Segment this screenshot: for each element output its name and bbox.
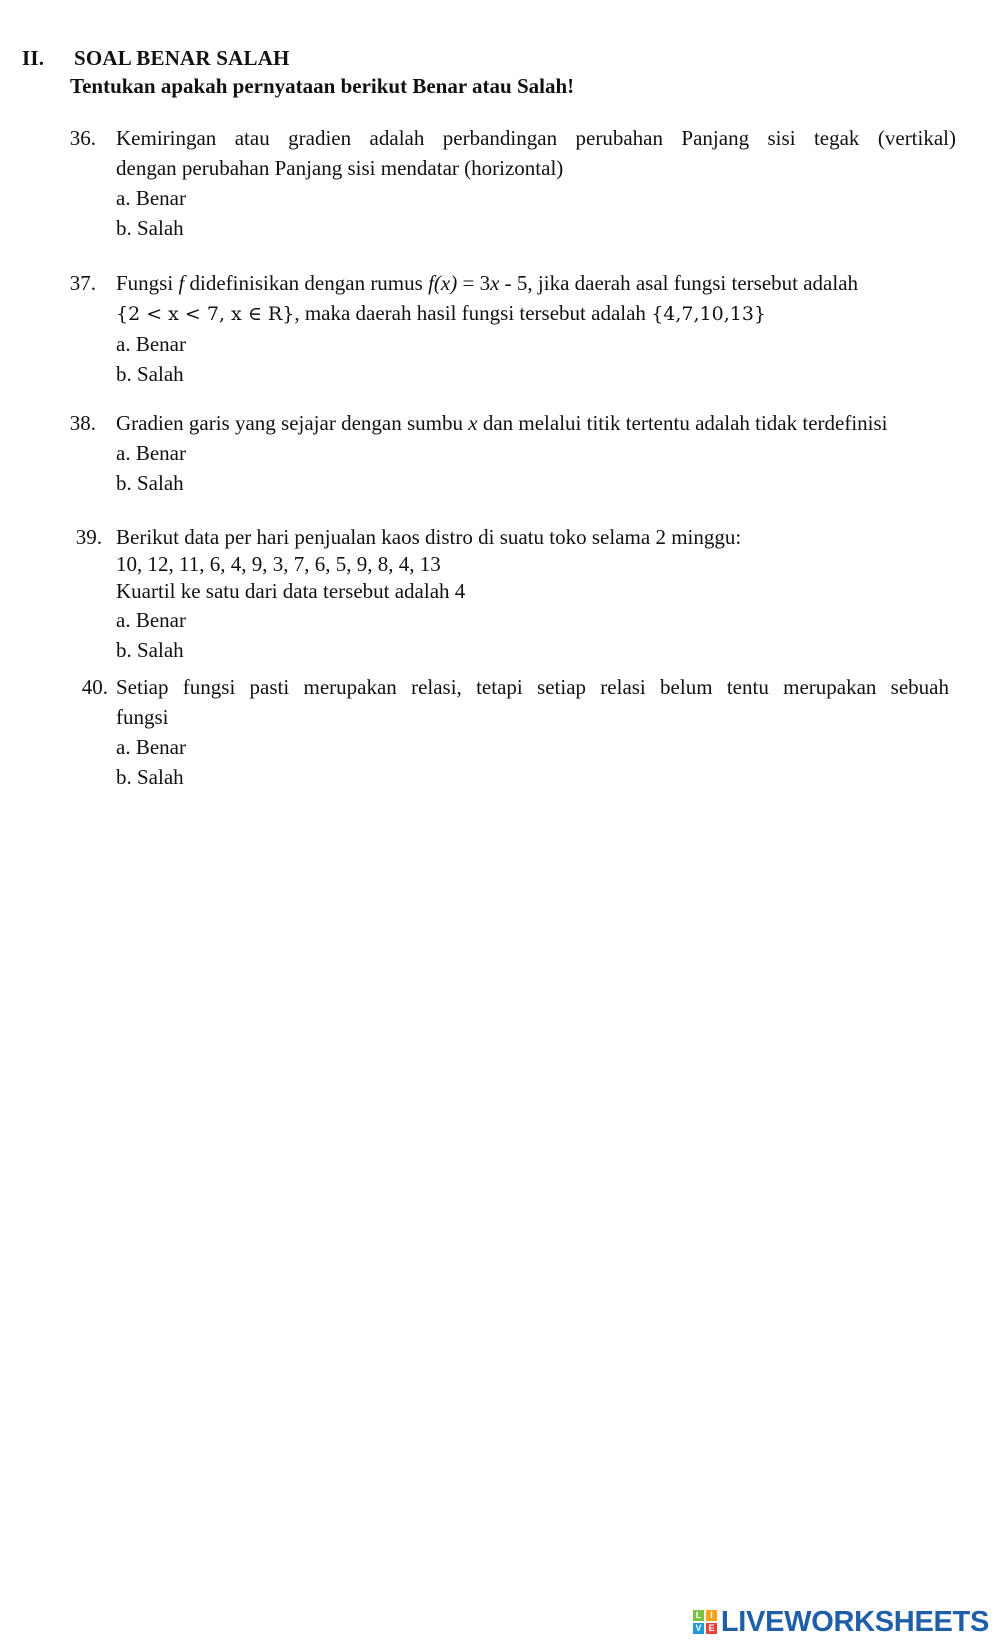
- text-span: didefinisikan dengan rumus: [184, 271, 429, 295]
- function-expression: f(x): [428, 271, 458, 295]
- logo-grid-icon: [693, 1610, 717, 1634]
- option-benar[interactable]: [116, 183, 956, 213]
- question-statement-line: Kemiringan atau gradien adalah perbandingan perubahan Panjang sisi tegak (vertikal): [116, 126, 956, 150]
- logo-mark-letter: I: [706, 1610, 717, 1621]
- data-list: 10, 12, 11, 6, 4, 9, 3, 7, 6, 5, 9, 8, 4, 13: [116, 552, 441, 576]
- text-span: = 3: [457, 271, 491, 295]
- question-number: 38.: [69, 411, 96, 435]
- question-body: [116, 672, 956, 792]
- question-statement-line: dengan perubahan Panjang sisi mendatar (horizontal): [116, 156, 564, 180]
- question-body: [116, 268, 956, 389]
- option-benar[interactable]: [116, 438, 956, 468]
- function-symbol: f: [178, 271, 185, 295]
- option-benar[interactable]: [116, 732, 956, 762]
- logo-mark-letter: E: [706, 1623, 717, 1634]
- option-label: b. Salah: [116, 765, 184, 789]
- question-statement-line: Kuartil ke satu dari data tersebut adalah 4: [116, 579, 466, 603]
- question-number: 36.: [69, 126, 96, 150]
- logo-text: LIVEWORKSHEETS: [720, 1605, 989, 1638]
- question-statement-line: fungsi: [116, 705, 169, 729]
- text-span: Gradien garis yang sejajar dengan sumbu: [116, 411, 469, 435]
- section-instruction: Tentukan apakah pernyataan berikut Benar atau Salah!: [70, 74, 575, 98]
- question-number: 37.: [69, 271, 96, 295]
- option-salah[interactable]: [116, 213, 956, 243]
- option-label: a. Benar: [116, 608, 186, 632]
- logo-mark-letter: V: [693, 1623, 704, 1634]
- variable-x: x: [468, 411, 478, 435]
- option-salah[interactable]: [116, 359, 956, 389]
- option-salah[interactable]: [116, 635, 956, 665]
- question-statement-line: [116, 298, 956, 329]
- question-number: 39.: [75, 525, 102, 549]
- question-statement-line: Berikut data per hari penjualan kaos distro di suatu toko selama 2 minggu:: [116, 525, 742, 549]
- text-span: Fungsi: [116, 271, 179, 295]
- text-span: , maka daerah hasil fungsi tersebut adalah: [294, 301, 652, 325]
- range-set: {4,7,10,13}: [651, 303, 767, 325]
- logo-mark-letter: L: [693, 1610, 704, 1621]
- option-benar[interactable]: [116, 329, 956, 359]
- liveworksheets-logo: [693, 1605, 989, 1639]
- option-salah[interactable]: [116, 468, 956, 498]
- option-label: b. Salah: [116, 471, 184, 495]
- question-number: 40.: [81, 675, 108, 699]
- domain-set: {2 < x < 7, x ∈ R}: [116, 303, 295, 325]
- option-label: b. Salah: [116, 216, 184, 240]
- section-title: SOAL BENAR SALAH: [74, 46, 290, 70]
- question-statement-line: Setiap fungsi pasti merupakan relasi, tetapi setiap relasi belum tentu merupakan sebuah: [116, 675, 949, 699]
- text-span: dan melalui titik tertentu adalah tidak terdefinisi: [477, 411, 888, 435]
- question-body: [116, 123, 956, 243]
- question-statement-line: [116, 408, 956, 438]
- option-label: a. Benar: [116, 735, 186, 759]
- option-label: a. Benar: [116, 441, 186, 465]
- question-statement-line: [116, 268, 956, 298]
- option-label: b. Salah: [116, 362, 184, 386]
- section-number: II.: [22, 46, 45, 70]
- option-salah[interactable]: [116, 762, 956, 792]
- question-body: [116, 524, 956, 665]
- question-body: [116, 408, 956, 498]
- option-label: a. Benar: [116, 332, 186, 356]
- section-heading: [22, 46, 290, 71]
- option-label: a. Benar: [116, 186, 186, 210]
- option-label: b. Salah: [116, 638, 184, 662]
- option-benar[interactable]: [116, 605, 956, 635]
- text-span: - 5, jika daerah asal fungsi tersebut adalah: [499, 271, 859, 295]
- variable-x: x: [490, 271, 500, 295]
